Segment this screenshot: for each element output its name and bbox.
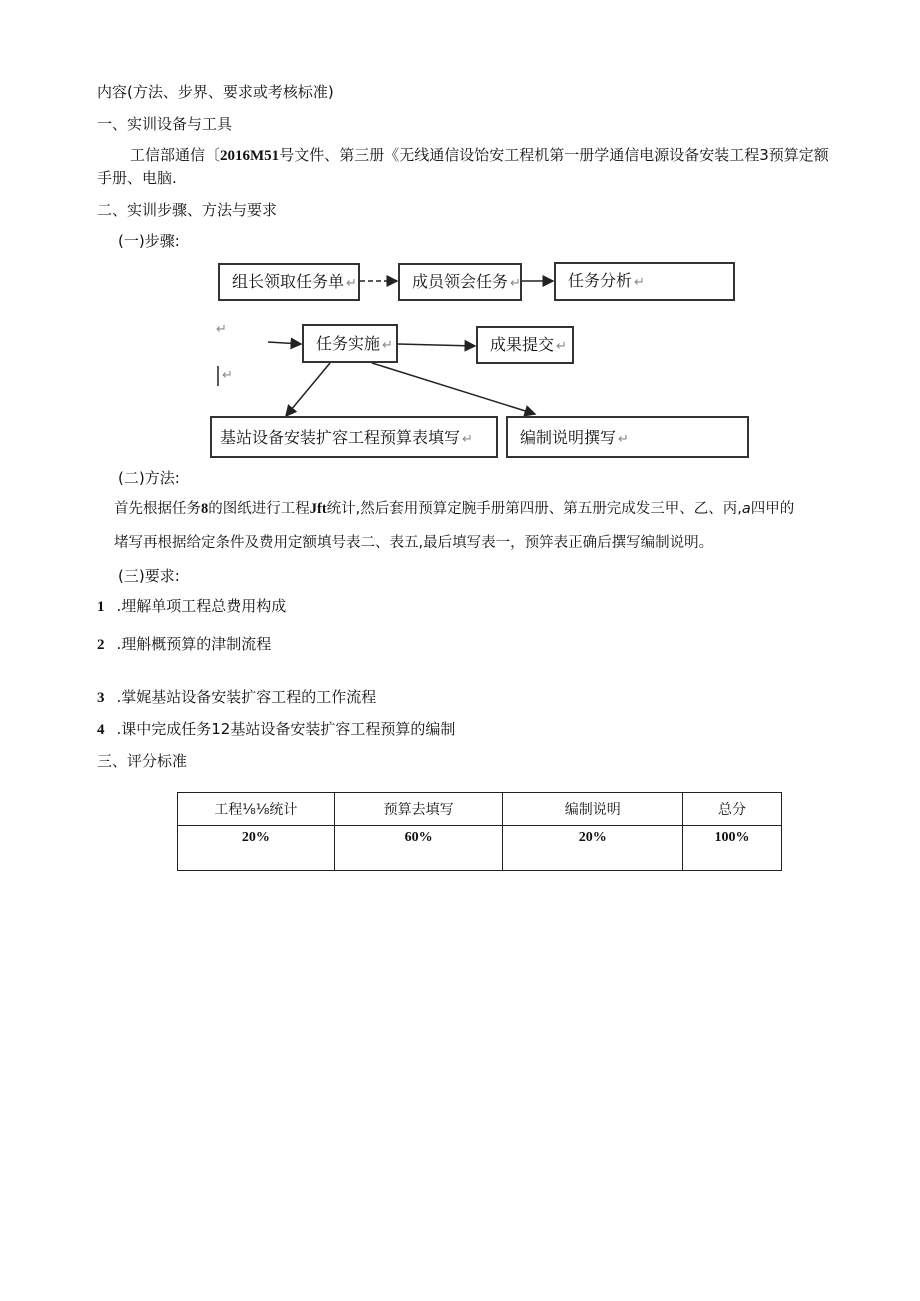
value-cell: 60% — [334, 826, 503, 871]
requirement-item: 3 .掌娓基站设备安装扩容工程的工作流程 — [97, 688, 377, 706]
value-cell: 20% — [503, 826, 683, 871]
section1-paragraph-line2: 手册、电脑. — [97, 169, 177, 187]
method-title: (二)方法: — [118, 469, 180, 487]
flow-connectors — [0, 0, 920, 480]
section1-title: 一、实训设备与工具 — [97, 115, 233, 133]
steps-title: (一)步骤: — [118, 232, 180, 250]
requirements-title: (三)要求: — [118, 567, 180, 585]
value-cell: 100% — [683, 826, 782, 871]
flow-box-submit-results: 成果提交 ↵ — [476, 326, 574, 364]
header-cell: 预算去填写 — [334, 793, 503, 826]
header-cell: 编制说明 — [503, 793, 683, 826]
arrow-box4-box7 — [372, 363, 535, 414]
section3-title: 三、评分标准 — [97, 752, 188, 770]
value-cell: 20% — [178, 826, 335, 871]
para-doc-number: 2016M51 — [220, 148, 280, 164]
para-rest: 号文件、第三册《无线通信设饴安工程机第一册学通信电源设备安装工程3预算定额 — [279, 146, 829, 164]
scoring-header-row — [178, 793, 782, 826]
flow-box-task-analysis: 任务分析 ↵ — [554, 262, 735, 301]
requirement-item: 4 .课中完成任务12基站设备安装扩容工程预算的编制 — [97, 720, 456, 738]
scoring-table — [177, 792, 782, 871]
flow-box-understand-task: 成员领会任务 ↵ — [398, 263, 522, 301]
header-cell: 工程⅛⅛统计 — [178, 793, 335, 826]
header-cell: 总分 — [683, 793, 782, 826]
arrow-box4-box6 — [286, 363, 330, 416]
return-mark: ↵ — [216, 322, 227, 337]
section2-title: 二、实训步骤、方法与要求 — [97, 201, 278, 219]
flow-box-write-description: 编制说明撰写 ↵ — [506, 416, 749, 458]
arrow-box4-box5 — [398, 344, 475, 346]
return-mark: ↵ — [222, 368, 233, 383]
content-header: 内容(方法、步界、要求或考核标准) — [97, 83, 334, 101]
arrow-into-box4 — [268, 342, 301, 344]
para-prefix: 工信部通信〔 — [130, 146, 221, 164]
flow-box-task-implementation: 任务实施 ↵ — [302, 324, 398, 363]
flow-box-receive-task: 组长领取任务单 ↵ — [218, 263, 360, 301]
flow-box-budget-table: 基站设备安装扩容工程预算表填写 ↵ — [210, 416, 498, 458]
method-paragraph: 首先根据任务8的图纸进行工程Jft统计,然后套用预算定腕手册第四册、第五册完成发三甲、乙、丙,a四甲的 — [114, 501, 795, 517]
method-paragraph-line2: 堵写再根据给定条件及费用定额填号表二、表五,最后填写表一，预笄表正确后撰写编制说明。 — [114, 535, 714, 551]
requirement-item: 1 .埋解单项工程总费用构成 — [97, 597, 287, 615]
scoring-value-row — [178, 826, 782, 871]
requirement-item: 2 .理斛概预算的津制流程 — [97, 635, 272, 653]
